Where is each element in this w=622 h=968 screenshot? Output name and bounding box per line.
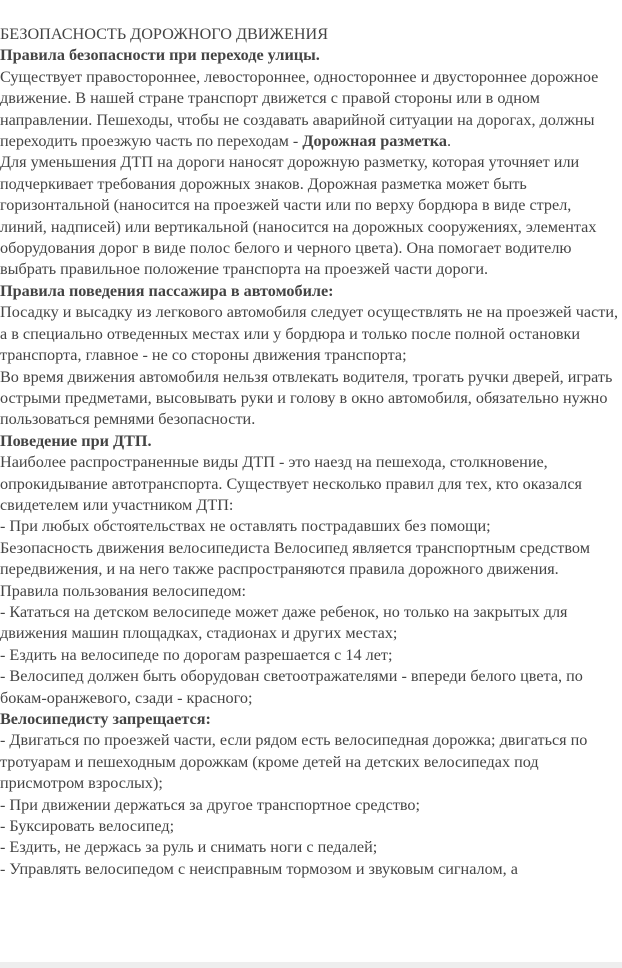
list-item: - Ездить на велосипеде по дорогам разрешается с 14 лет; [0, 645, 393, 664]
paragraph-driving: Во время движения автомобиля нельзя отвлекать водителя, трогать ручки дверей, играть острыми предметами, высовывать руки и голову в окно автомобиля, обязательно нужно пользоваться ремнями безопасности. [0, 367, 613, 429]
list-item: - Велосипед должен быть оборудован светоотражателями - впереди белого цвета, по бокам-оранжевого, сзади - красного; [0, 667, 583, 707]
paragraph-cyclist-safety: Безопасность движения велосипедиста Велосипед является транспортным средством передвижения, и на него также распространяются правила дорожного движения. Правила пользования велосипедом: [0, 538, 590, 600]
list-item: - Управлять велосипедом с неисправным тормозом и звуковым сигналом, а [0, 859, 518, 878]
list-item: - Ездить, не держась за руль и снимать ноги с педалей; [0, 838, 378, 857]
page-title: БЕЗОПАСНОСТЬ ДОРОЖНОГО ДВИЖЕНИЯ [0, 25, 329, 43]
inline-heading-road-marking: Дорожная разметка [302, 132, 447, 151]
list-item: - Двигаться по проезжей части, если рядом есть велосипедная дорожка; двигаться по тротуарам и пешеходным дорожкам (кроме детей на детских велосипедах под присмотром взрослых); [0, 731, 588, 793]
paragraph-traffic-directions [0, 67, 620, 153]
paragraph-text: Существует правостороннее, левостороннее, одностороннее и двустороннее дорожное движение. В нашей стране транспорт движется с правой стороны или в одном направлении. Пешеходы, чтобы не создавать аварийной ситуации на дорогах, должны переходить проезжую часть по переходам - [0, 67, 599, 151]
article [0, 24, 620, 880]
section-heading-street-crossing: Правила безопасности при переходе улицы. [0, 46, 320, 65]
list-item: - При движении держаться за другое транспортное средство; [0, 795, 421, 814]
section-heading-cyclist-prohibited: Велосипедисту запрещается: [0, 710, 211, 728]
section-heading-passenger-rules: Правила поведения пассажира в автомобиле: [0, 281, 334, 300]
list-item: - Кататься на детском велосипеде может даже ребенок, но только на закрытых для движения машин площадках, стадионах и других местах; [0, 602, 568, 643]
bottom-scroll-edge [0, 962, 622, 968]
section-heading-accident: Поведение при ДТП. [0, 431, 152, 450]
paragraph-road-marking: Для уменьшения ДТП на дороги наносят дорожную разметку, которая уточняет или подчеркивает требования дорожных знаков. Дорожная разметка может быть горизонтальной (наносится на проезжей части или по верху бордюра в виде стрел, линий, надписей) или вертикальной (наносится на дорожных сооружениях, элементах оборудования дорог в виде полос белого и черного цвета). Она помогает водителю выбрать правильное положение транспорта на проезжей части дороги. [0, 153, 597, 279]
paragraph-accident-types: Наиболее распространенные виды ДТП - это наезд на пешехода, столкновение, опрокидывание автотранспорта. Существует несколько правил для тех, кто оказался свидетелем или участником ДТП: [0, 453, 582, 514]
paragraph-boarding: Посадку и высадку из легкового автомобиля следует осуществлять не на проезжей части, а в специально отведенных местах или у бордюра и только после полной остановки транспорта, главное - не со стороны движения транспорта; [0, 303, 619, 365]
list-item: - Буксировать велосипед; [0, 817, 175, 836]
paragraph-tail: . [446, 132, 452, 151]
list-item: - При любых обстоятельствах не оставлять пострадавших без помощи; [0, 517, 491, 536]
